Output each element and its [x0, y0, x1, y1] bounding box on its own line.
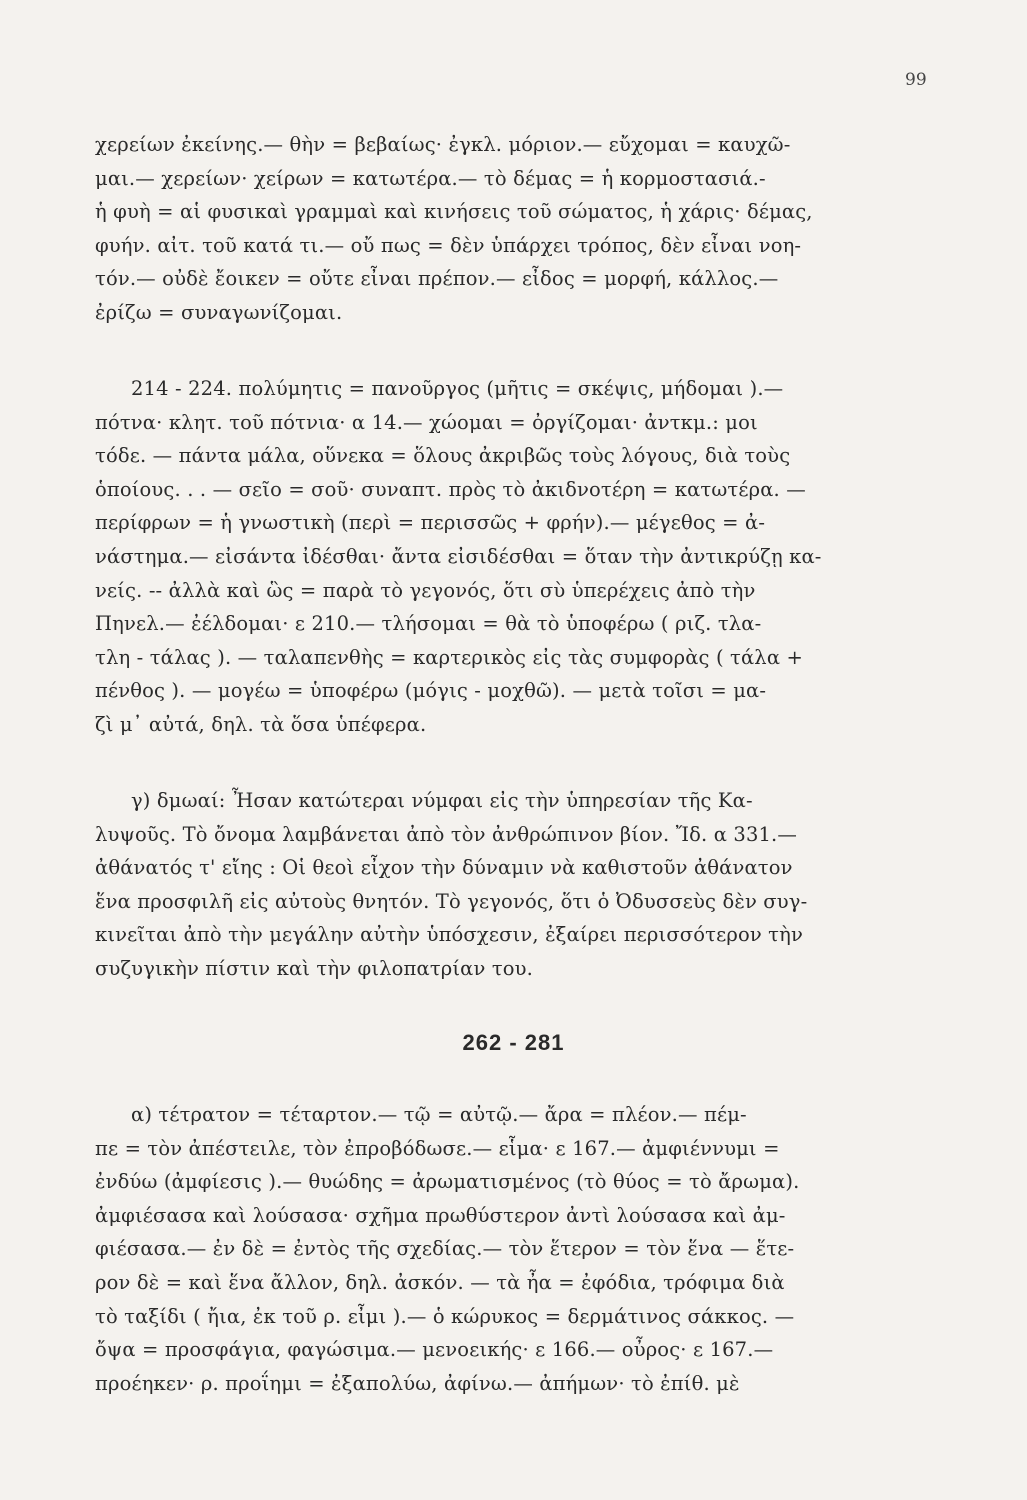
paragraph-214-224 [95, 372, 935, 742]
section-heading: 262 - 281 [462, 1030, 565, 1055]
text-line: φιέσασα.— ἐν δὲ = ἐντὸς τῆς σχεδίας.— τὸν ἕτερον = τὸν ἕνα — ἕτε- [95, 1237, 795, 1261]
text-line: ἐρίζω = συναγωνίζομαι. [95, 300, 343, 324]
text-line: νείς. -- ἀλλὰ καὶ ὣς = παρὰ τὸ γεγονός, ὅτι σὺ ὑπερέχεις ἀπὸ τὴν [95, 578, 756, 602]
text-line: ἀμφιέσασα καὶ λούσασα· σχῆμα πρωθύστερον ἀντὶ λούσασα καὶ ἀμ- [95, 1203, 786, 1227]
text-line: ἡ φυὴ = αἱ φυσικαὶ γραμμαὶ καὶ κινήσεις τοῦ σώματος, ἡ χάρις· δέμας, [95, 200, 813, 224]
text-line: τὸ ταξίδι ( ἤια, ἐκ τοῦ ρ. εἶμι ).— ὁ κώρυκος = δερμάτινος σάκκος. — [95, 1304, 795, 1328]
text-line: ὁποίους. . . — σεῖο = σοῦ· συναπτ. πρὸς τὸ ἀκιδνοτέρη = κατωτέρα. — [95, 477, 806, 501]
text-line: συζυγικὴν πίστιν καὶ τὴν φιλοπατρίαν του. [95, 956, 534, 980]
text-line: περίφρων = ἡ γνωστικὴ (περὶ = περισσῶς + φρήν).— μέγεθος = ἀ- [95, 511, 766, 535]
text-line: νάστημα.— εἰσάντα ἰδέσθαι· ἄντα εἰσιδέσθαι = ὅταν τὴν ἀντικρύζῃ κα- [95, 544, 822, 568]
text-line: Πηνελ.— ἐέλδομαι· ε 210.— τλήσομαι = θὰ τὸ ὑποφέρω ( ριζ. τλα- [95, 612, 762, 636]
text-line: ρον δὲ = καὶ ἕνα ἄλλον, δηλ. ἀσκόν. — τὰ ἦα = ἐφόδια, τρόφιμα διὰ [95, 1270, 785, 1294]
text-line: κινεῖται ἀπὸ τὴν μεγάλην αὐτὴν ὑπόσχεσιν, ἐξαίρει περισσότερον τὴν [95, 923, 803, 947]
paragraph-gamma [95, 784, 935, 986]
text-line: 214 - 224. πολύμητις = πανοῦργος (μῆτις = σκέψις, μήδομαι ).— [131, 377, 784, 400]
text-line: φυήν. αἰτ. τοῦ κατά τι.— οὔ πως = δὲν ὑπάρχει τρόπος, δὲν εἶναι νοη- [95, 233, 802, 257]
text-line: ἐνδύω (ἀμφίεσις ).— θυώδης = ἀρωματισμένος (τὸ θύος = τὸ ἄρωμα). [95, 1170, 800, 1194]
text-line: πότνα· κλητ. τοῦ πότνια· α 14.— χώομαι = ὀργίζομαι· ἀντκμ.: μοι [95, 410, 758, 434]
text-line: μαι.— χερείων· χείρων = κατωτέρα.— τὸ δέμας = ἡ κορμοστασιά.- [95, 166, 766, 190]
text-line: τλη - τάλας ). — ταλαπενθὴς = καρτερικὸς εἰς τὰς συμφορὰς ( τάλα + [95, 645, 803, 669]
text-line: προέηκεν· ρ. προΐημι = ἐξαπολύω, ἀφίνω.— ἀπήμων· τὸ ἐπίθ. μὲ [95, 1371, 740, 1395]
text-line: γ) δμωαί: Ἦσαν κατώτεραι νύμφαι εἰς τὴν ὑπηρεσίαν τῆς Κα- [131, 789, 753, 812]
paragraph-262-281 [95, 1098, 935, 1400]
paragraph-glossary-intro [95, 128, 935, 330]
text-line: ἕνα προσφιλῆ εἰς αὐτοὺς θνητόν. Τὸ γεγονός, ὅτι ὁ Ὀδυσσεὺς δὲν συγ- [95, 889, 808, 913]
text-line: τόδε. — πάντα μάλα, οὕνεκα = ὅλους ἀκριβῶς τοὺς λόγους, διὰ τοὺς [95, 444, 791, 468]
text-line: α) τέτρατον = τέταρτον.— τῷ = αὐτῷ.— ἄρα = πλέον.— πέμ- [131, 1103, 747, 1126]
text-line: ἀθάνατός τ' εἴης : Οἱ θεοὶ εἶχον τὴν δύναμιν νὰ καθιστοῦν ἀθάνατον [95, 856, 793, 880]
text-line: ὄψα = προσφάγια, φαγώσιμα.— μενοεικής· ε 166.— οὖρος· ε 167.— [95, 1338, 774, 1362]
text-line: τόν.— οὐδὲ ἔοικεν = οὔτε εἶναι πρέπον.— εἶδος = μορφή, κάλλος.— [95, 267, 779, 291]
text-line: πένθος ). — μογέω = ὑποφέρω (μόγις - μοχθῶ). — μετὰ τοῖσι = μα- [95, 679, 767, 703]
text-line: λυψοῦς. Τὸ ὄνομα λαμβάνεται ἀπὸ τὸν ἀνθρώπινον βίον. Ἴδ. α 331.— [95, 822, 798, 846]
text-line: χερείων ἐκείνης.— θὴν = βεβαίως· ἐγκλ. μόριον.— εὔχομαι = καυχῶ- [95, 133, 791, 156]
page-number: 99 [905, 70, 927, 90]
text-line: ζὶ μ᾿ αὐτά, δηλ. τὰ ὅσα ὑπέφερα. [95, 712, 427, 736]
text-line: πε = τὸν ἀπέστειλε, τὸν ἐπροβόδωσε.— εἷμα· ε 167.— ἀμφιέννυμι = [95, 1136, 780, 1160]
